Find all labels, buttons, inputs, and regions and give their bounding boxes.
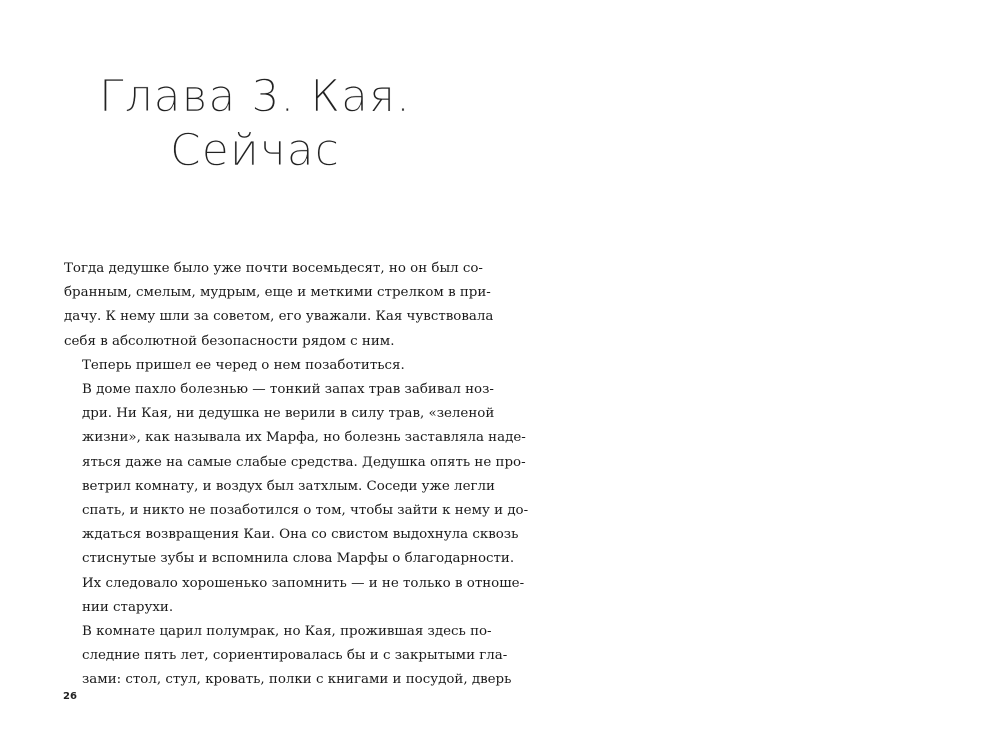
text-line: нии старухи. bbox=[82, 599, 174, 615]
text-line: ветрил комнату, и воздух был затхлым. Соседи уже легли bbox=[82, 478, 495, 494]
text-line: жизни», как называла их Марфа, но болезнь заставляла наде- bbox=[82, 430, 526, 446]
text-line: спать, и никто не позаботился о том, чтобы зайти к нему и до- bbox=[82, 503, 529, 519]
text-line: себя в абсолютной безопасности рядом с ним. bbox=[64, 333, 395, 349]
chapter-title bbox=[90, 70, 420, 178]
text-line: Их следовало хорошенько запомнить — и не только в отноше- bbox=[82, 575, 525, 591]
text-line: следние пять лет, сориентировалась бы и с закрытыми гла- bbox=[82, 648, 508, 664]
page-number-left: 26 bbox=[63, 691, 77, 702]
paragraph bbox=[64, 257, 494, 354]
chapter-title-line: Глава 3. Кая. bbox=[99, 71, 411, 122]
right-page bbox=[500, 0, 1000, 744]
text-line: дри. Ни Кая, ни дедушка не верили в силу трав, «зеленой bbox=[82, 406, 495, 422]
text-line: бранным, смелым, мудрым, еще и меткими стрелком в при- bbox=[64, 285, 491, 301]
text-line: ждаться возвращения Каи. Она со свистом выдохнула сквозь bbox=[82, 527, 519, 543]
text-line: стиснутые зубы и вспомнила слова Марфы о благодарности. bbox=[82, 551, 515, 567]
text-line: В комнате царил полумрак, но Кая, прожившая здесь по- bbox=[82, 624, 492, 640]
paragraph bbox=[64, 620, 512, 693]
paragraph bbox=[64, 378, 529, 620]
text-line: яться даже на самые слабые средства. Дедушка опять не про- bbox=[82, 454, 526, 470]
text-line: В доме пахло болезнью — тонкий запах трав забивал нoз- bbox=[82, 382, 494, 398]
text-line: дачу. К нему шли за советом, его уважали. Кая чувствовала bbox=[64, 309, 494, 325]
paragraph bbox=[64, 354, 422, 378]
chapter-title-line: Сейчас bbox=[170, 125, 340, 176]
left-page-body bbox=[64, 257, 529, 693]
text-line: зами: стол, стул, кровать, полки с книгами и посудой, дверь bbox=[82, 672, 512, 688]
text-line: Тогда дедушке было уже почти восемьдесят, но он был со- bbox=[64, 261, 483, 276]
text-line: Теперь пришел ее черед о нем позаботиться. bbox=[82, 357, 405, 373]
